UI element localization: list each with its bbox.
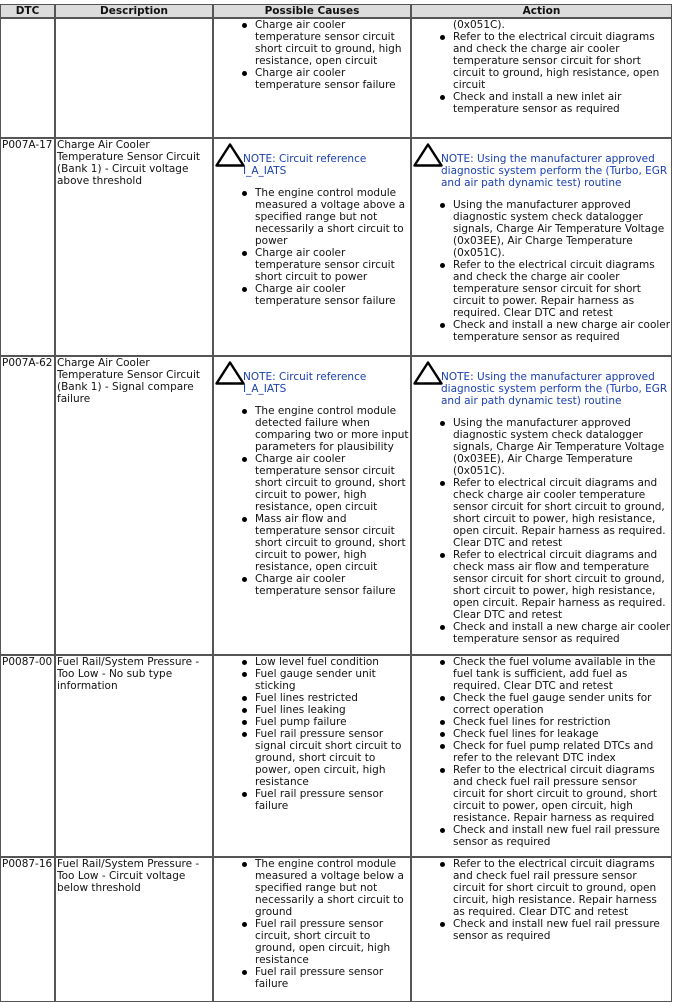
cause-item: Mass air flow and temperature sensor circuit short circuit to ground, short circuit to power, high resistance, open circuit — [255, 513, 410, 573]
cause-item: Charge air cooler temperature sensor failure — [255, 573, 410, 597]
cause-item: Fuel rail pressure sensor circuit, short circuit to ground, open circuit, high resistance — [255, 918, 410, 966]
cause-note-text: NOTE: Circuit reference I_A_IATS — [243, 153, 367, 177]
actions-list — [413, 858, 671, 942]
header-possible-causes: Possible Causes — [213, 4, 411, 18]
action-item: Refer to electrical circuit diagrams and check mass air flow and temperature sensor circuit for short circuit to ground, short circuit to power, high resistance, open circuit. Repair harness as required. Clear DTC and retest — [453, 549, 671, 621]
cause-item: Fuel rail pressure sensor failure — [255, 788, 410, 812]
action-item: Using the manufacturer approved diagnostic system check datalogger signals, Charge Air Temperature Voltage (0x03EE), Air Charge Temperature (0x051C). — [453, 199, 671, 259]
warning-triangle-icon — [413, 361, 443, 385]
action-item: Check the fuel gauge sender units for correct operation — [453, 692, 671, 716]
cause-item: Charge air cooler temperature sensor circuit short circuit to ground, high resistance, open circuit — [255, 19, 410, 67]
action-note — [413, 153, 671, 189]
action-cell — [411, 857, 672, 1002]
dtc-description-text: Fuel Rail/System Pressure - Too Low - No sub type information — [57, 656, 200, 692]
cause-note-wrap — [215, 357, 410, 395]
action-item: Check fuel lines for leakage — [453, 728, 671, 740]
actions-list — [413, 31, 671, 115]
causes-list — [215, 405, 410, 597]
dtc-description — [55, 18, 213, 138]
dtc-code-text: P0087-00 — [2, 656, 53, 668]
action-item: Refer to electrical circuit diagrams and check charge air cooler temperature sensor circuit for short circuit to ground, short circuit to power, high resistance, open circuit. Repair harness as required. Clear DTC and retest — [453, 477, 671, 549]
action-item: Check and install a new charge air cooler temperature sensor as required — [453, 621, 671, 645]
action-note-text: NOTE: Using the manufacturer approved diagnostic system perform the (Turbo, EGR and air path dynamic test) routine — [441, 153, 668, 189]
dtc-description-text: Charge Air Cooler Temperature Sensor Circuit (Bank 1) - Signal compare failure — [57, 357, 200, 405]
action-item: Check and install new fuel rail pressure sensor as required — [453, 824, 671, 848]
actions-list — [413, 417, 671, 645]
dtc-code — [0, 655, 55, 857]
dtc-code — [0, 356, 55, 655]
dtc-description — [55, 138, 213, 356]
action-item: Check the fuel volume available in the fuel tank is sufficient, add fuel as required. Clear DTC and retest — [453, 656, 671, 692]
action-item: Check and install a new inlet air temperature sensor as required — [453, 91, 671, 115]
cause-item: Fuel lines leaking — [255, 704, 410, 716]
action-item: Check and install new fuel rail pressure sensor as required — [453, 918, 671, 942]
cause-note-text: NOTE: Circuit reference I_A_IATS — [243, 371, 367, 395]
possible-causes-cell — [213, 138, 411, 356]
causes-list — [215, 656, 410, 812]
cause-item: The engine control module measured a voltage below a specified range but not necessarily a short circuit to ground — [255, 858, 410, 918]
cause-item: Fuel gauge sender unit sticking — [255, 668, 410, 692]
cause-item: Fuel pump failure — [255, 716, 410, 728]
cause-note — [215, 371, 410, 395]
action-item: Check for fuel pump related DTCs and refer to the relevant DTC index — [453, 740, 671, 764]
cause-item: The engine control module detected failure when comparing two or more input parameters for plausibility — [255, 405, 409, 453]
cause-item: Charge air cooler temperature sensor failure — [255, 67, 410, 91]
header-description: Description — [55, 4, 213, 18]
action-cell — [411, 138, 672, 356]
cause-note — [215, 153, 410, 177]
dtc-code — [0, 138, 55, 356]
dtc-code-text: P007A-62 — [2, 357, 53, 369]
action-item: Refer to the electrical circuit diagrams and check the charge air cooler temperature sensor circuit for short circuit to power. Repair harness as required. Clear DTC and retest — [453, 259, 671, 319]
action-lead: (0x051C). — [453, 19, 505, 31]
actions-list — [413, 199, 671, 343]
action-item: Check and install a new charge air cooler temperature sensor as required — [453, 319, 671, 343]
action-item: Refer to the electrical circuit diagrams and check the charge air cooler temperature sensor circuit for short circuit to ground, high resistance, open circuit — [453, 31, 671, 91]
table-row — [0, 857, 672, 1002]
action-note-wrap — [413, 357, 671, 407]
possible-causes-cell — [213, 18, 411, 138]
dtc-description — [55, 857, 213, 1002]
action-cell — [411, 18, 672, 138]
cause-item: The engine control module measured a voltage above a specified range but not necessarily a short circuit to power — [255, 187, 410, 247]
action-item: Check fuel lines for restriction — [453, 716, 671, 728]
action-item: Refer to the electrical circuit diagrams and check fuel rail pressure sensor circuit for short circuit to ground, short circuit to power, open circuit, high resistance. Repair harness as required — [453, 764, 671, 824]
causes-list — [215, 858, 410, 990]
actions-list — [413, 656, 671, 848]
dtc-code — [0, 857, 55, 1002]
action-note — [413, 371, 671, 407]
warning-triangle-icon — [215, 143, 245, 167]
possible-causes-cell — [213, 857, 411, 1002]
warning-triangle-icon — [215, 361, 245, 385]
possible-causes-cell — [213, 655, 411, 857]
table-header — [0, 4, 672, 18]
causes-list — [215, 19, 410, 91]
dtc-description — [55, 655, 213, 857]
action-item: Refer to the electrical circuit diagrams and check fuel rail pressure sensor circuit for short circuit to ground, open circuit, high resistance. Repair harness as required. Clear DTC and retest — [453, 858, 671, 918]
dtc-code — [0, 18, 55, 138]
action-note-wrap — [413, 139, 671, 189]
warning-triangle-icon — [413, 143, 443, 167]
action-note-text: NOTE: Using the manufacturer approved diagnostic system perform the (Turbo, EGR and air path dynamic test) routine — [441, 371, 668, 407]
cause-item: Fuel rail pressure sensor signal circuit short circuit to ground, short circuit to power, open circuit, high resistance — [255, 728, 410, 788]
cause-item: Fuel rail pressure sensor failure — [255, 966, 410, 990]
cause-item: Charge air cooler temperature sensor circuit short circuit to power — [255, 247, 410, 283]
table-row — [0, 138, 672, 356]
cause-item: Charge air cooler temperature sensor failure — [255, 283, 410, 307]
header-dtc: DTC — [0, 4, 55, 18]
action-cell — [411, 655, 672, 857]
dtc-description — [55, 356, 213, 655]
table-row — [0, 655, 672, 857]
table-row — [0, 356, 672, 655]
dtc-table — [0, 4, 672, 1002]
causes-list — [215, 187, 410, 307]
cause-item: Fuel lines restricted — [255, 692, 410, 704]
header-action: Action — [411, 4, 672, 18]
action-cell — [411, 356, 672, 655]
cause-note-wrap — [215, 139, 410, 177]
table-row — [0, 18, 672, 138]
cause-item: Low level fuel condition — [255, 656, 410, 668]
table-body — [0, 18, 672, 1002]
cause-item: Charge air cooler temperature sensor circuit short circuit to ground, short circuit to power, high resistance, open circuit — [255, 453, 410, 513]
action-item: Using the manufacturer approved diagnostic system check datalogger signals, Charge Air Temperature Voltage (0x03EE), Air Charge Temperature (0x051C). — [453, 417, 671, 477]
dtc-code-text: P0087-16 — [2, 858, 53, 870]
dtc-description-text: Fuel Rail/System Pressure - Too Low - Circuit voltage below threshold — [57, 858, 200, 894]
dtc-description-text: Charge Air Cooler Temperature Sensor Circuit (Bank 1) - Circuit voltage above threshold — [57, 139, 200, 187]
dtc-code-text: P007A-17 — [2, 139, 53, 151]
possible-causes-cell — [213, 356, 411, 655]
